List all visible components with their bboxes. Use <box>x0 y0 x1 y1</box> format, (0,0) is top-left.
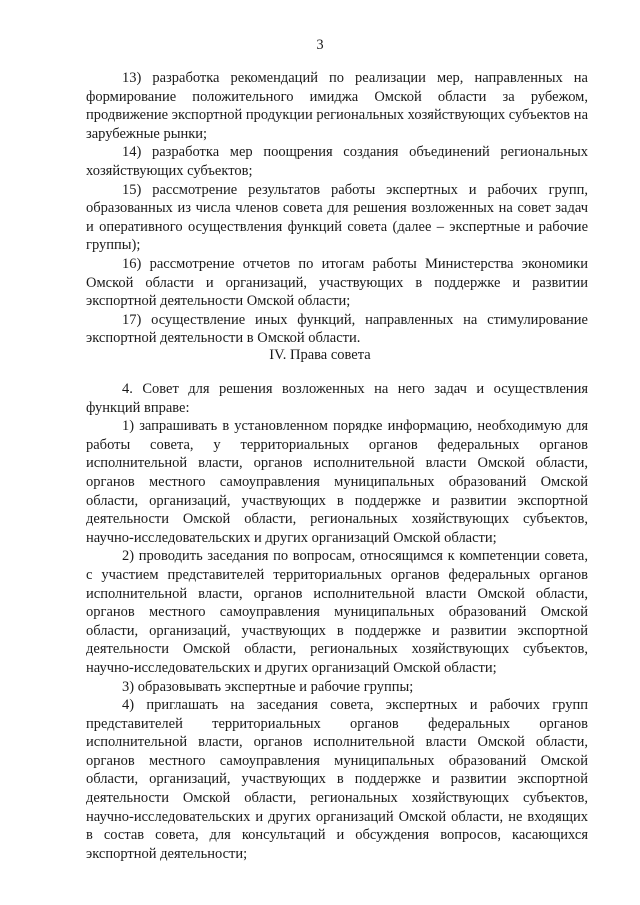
list-item: 2) проводить заседания по вопросам, относящимся к компетенции совета, с участием представителей территориальных органов федеральных органов исполнительной власти, органов исполнительной власти Омской области, органов местного самоуправления муниципальных образований Омской области, организаций, участвующих в поддержке и развитии экспортной деятельности Омской области, региональных хозяйствующих субъектов, научно-исследовательских и других организаций Омской области; <box>86 548 588 676</box>
list-item: 13) разработка рекомендаций по реализации мер, направленных на формирование положительного имиджа Омской области за рубежом, продвижение экспортной продукции региональных хозяйствующих субъектов на зарубежные рынки; <box>86 70 588 142</box>
list-item: 15) рассмотрение результатов работы экспертных и рабочих групп, образованных из числа членов совета для решения возложенных на совет задач и оперативного осуществления функций совета (далее – экспертные и рабочие группы); <box>86 181 588 254</box>
section-heading: IV. Права совета <box>269 347 371 363</box>
page-number: 3 <box>316 37 324 53</box>
list-item: 17) осуществление иных функций, направленных на стимулирование экспортной деятельности в Омской области. <box>86 311 588 347</box>
list-item: 16) рассмотрение отчетов по итогам работы Министерства экономики Омской области и организаций, участвующих в поддержке и развитии экспортной деятельности Омской области; <box>86 255 588 310</box>
list-item: 14) разработка мер поощрения создания объединений региональных хозяйствующих субъектов; <box>86 144 588 179</box>
council-rights-list <box>86 380 588 863</box>
list-item: 4. Совет для решения возложенных на него задач и осуществления функций вправе: <box>86 381 588 416</box>
list-item: 4) приглашать на заседания совета, экспертных и рабочих групп представителей территориальных органов федеральных органов исполнительной власти, органов исполнительной власти Омской области, органов местного самоуправления муниципальных образований Омской области, организаций, участвующих в поддержке и развитии экспортной деятельности Омской области, региональных хозяйствующих субъектов, научно-исследовательских и других организаций Омской области, не входящих в состав совета, для консультаций и обсуждения вопросов, касающихся экспортной деятельности; <box>86 697 588 862</box>
list-item: 3) образовывать экспертные и рабочие группы; <box>122 678 414 695</box>
list-item: 1) запрашивать в установленном порядке информацию, необходимую для работы совета, у территориальных органов федеральных органов исполнительной власти, органов исполнительной власти Омской области, органов местного самоуправления муниципальных образований Омской области, организаций, участвующих в поддержке и развитии экспортной деятельности Омской области, региональных хозяйствующих субъектов, научно-исследовательских и других организаций Омской области; <box>86 418 588 546</box>
council-functions-list <box>86 69 588 348</box>
